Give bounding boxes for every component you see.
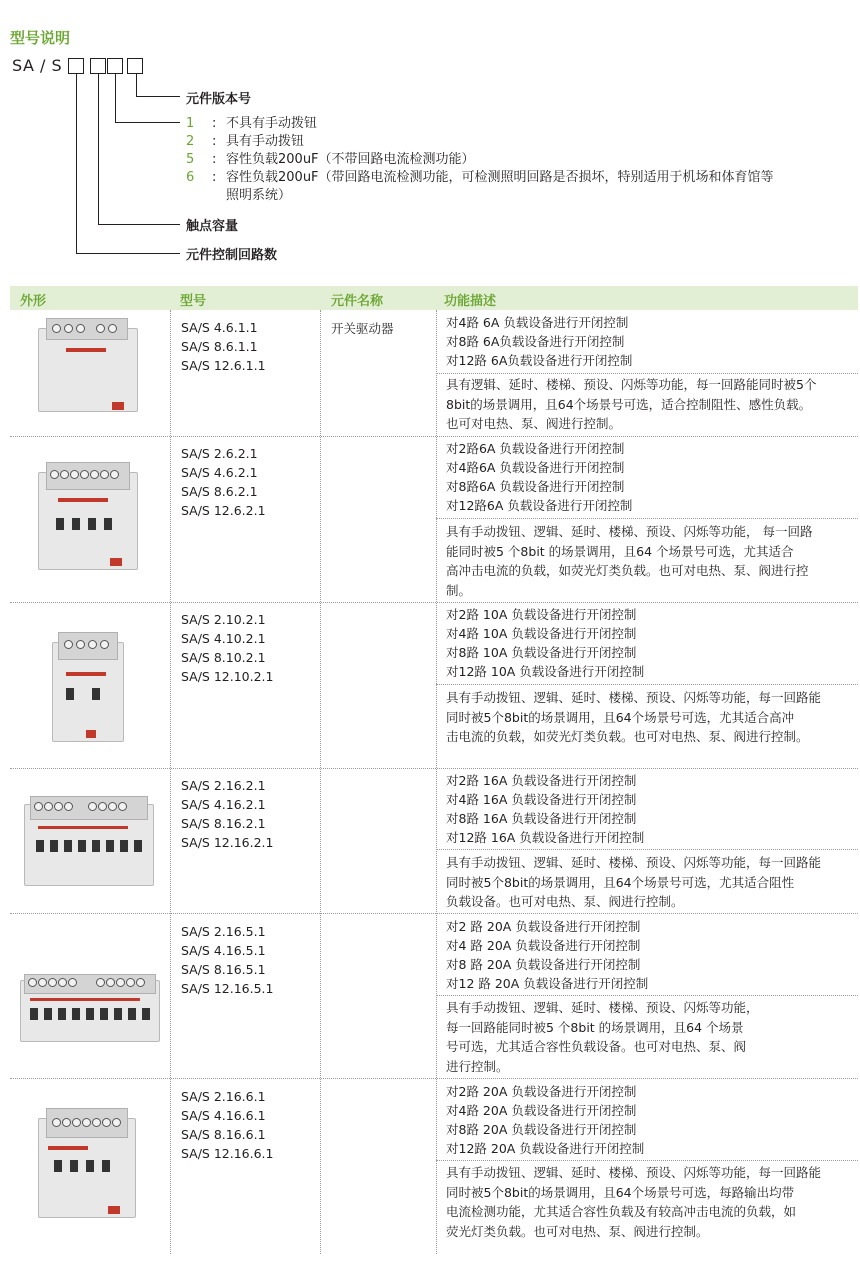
- description-line: 对12路 16A 负载设备进行开闭控制: [446, 830, 645, 845]
- cell-divider: [436, 373, 858, 374]
- description-line: 对8路 20A 负载设备进行开闭控制: [446, 1122, 637, 1137]
- description-line: 对4路 20A 负载设备进行开闭控制: [446, 1103, 637, 1118]
- model-number: SA/S 4.6.1.1: [181, 320, 258, 335]
- row-divider: [10, 436, 858, 437]
- model-number: SA/S 12.16.5.1: [181, 981, 274, 996]
- description-line: 对12路 20A 负载设备进行开闭控制: [446, 1141, 645, 1156]
- connector-line: [76, 253, 180, 254]
- description-line: 具有逻辑、延时、楼梯、预设、闪烁等功能，每一回路能同时被5个: [446, 377, 817, 392]
- description-line: 对8 路 20A 负载设备进行开闭控制: [446, 957, 641, 972]
- description-line: 对8路 16A 负载设备进行开闭控制: [446, 811, 637, 826]
- device-image: [38, 1108, 136, 1220]
- code-box-option: [107, 58, 123, 74]
- option-number: 5: [186, 152, 195, 167]
- description-line: 8bit的场景调用，且64个场景号可选，适合控制阻性、感性负载。: [446, 396, 812, 412]
- model-list: [181, 444, 266, 520]
- description-line: 对2路 20A 负载设备进行开闭控制: [446, 1084, 637, 1099]
- cell-divider: [436, 518, 858, 519]
- model-number: SA/S 8.16.6.1: [181, 1127, 266, 1142]
- description-line: 具有手动拨钮、逻辑、延时、楼梯、预设、闪烁等功能，每一回路能: [446, 690, 822, 705]
- model-list: [181, 610, 273, 686]
- column-divider: [170, 310, 171, 1254]
- description-line: 同时被5个8bit的场景调用，且64个场景号可选，尤其适合高冲: [446, 709, 795, 725]
- model-number: SA/S 12.6.1.1: [181, 358, 266, 373]
- feature-description: [446, 375, 854, 434]
- row-divider: [10, 1078, 858, 1079]
- device-image: [38, 462, 138, 574]
- description-line: 具有手动拨钮、逻辑、延时、楼梯、预设、闪烁等功能，每一回路能: [446, 855, 822, 870]
- version-label: 元件版本号: [186, 92, 252, 107]
- feature-description: [446, 853, 854, 912]
- model-number: SA/S 2.16.5.1: [181, 924, 266, 939]
- control-description: [446, 313, 854, 370]
- cell-divider: [436, 1160, 858, 1161]
- contact-label: 触点容量: [186, 219, 239, 234]
- option-number: 6: [186, 170, 195, 185]
- option-number: 1: [186, 116, 195, 131]
- description-line: 也可对电热、泵、阀进行控制。: [446, 416, 622, 431]
- description-line: 同时被5个8bit的场景调用，且64个场景号可选，每路输出均带: [446, 1184, 795, 1200]
- description-line: 对8路 10A 负载设备进行开闭控制: [446, 645, 637, 660]
- description-line: 对4路 10A 负载设备进行开闭控制: [446, 626, 637, 641]
- cell-divider: [436, 684, 858, 685]
- control-description: [446, 605, 854, 681]
- model-number: SA/S 12.6.2.1: [181, 503, 266, 518]
- description-line: 对4路 6A 负载设备进行开闭控制: [446, 315, 629, 330]
- option-6: 6 : 容性负载200uF（带回路电流检测功能，可检测照明回路是否损坏，特别适用于机场和体育馆等 照明系统）: [186, 169, 860, 205]
- model-number: SA/S 2.16.6.1: [181, 1089, 266, 1104]
- option-1: 1 : 不具有手动拨钮: [186, 116, 318, 131]
- description-line: 高冲击电流的负载，如荧光灯类负载。也可对电热、泵、阀进行控: [446, 563, 809, 578]
- connector-line: [136, 74, 137, 96]
- code-box-contact: [90, 58, 106, 74]
- description-line: 对2路 10A 负载设备进行开闭控制: [446, 607, 637, 622]
- model-number: SA/S 4.16.5.1: [181, 943, 266, 958]
- option-text: 容性负载200uF（不带回路电流检测功能）: [226, 152, 475, 167]
- model-number: SA/S 12.16.6.1: [181, 1146, 274, 1161]
- column-header: 功能描述: [444, 294, 497, 309]
- cell-divider: [436, 995, 858, 996]
- model-number: SA/S 4.16.6.1: [181, 1108, 266, 1123]
- code-box-version: [127, 58, 143, 74]
- description-line: 对2路 16A 负载设备进行开闭控制: [446, 773, 637, 788]
- description-line: 对12路6A 负载设备进行开闭控制: [446, 498, 633, 513]
- circuits-label: 元件控制回路数: [186, 248, 278, 263]
- description-line: 号可选，尤其适合容性负载设备。也可对电热、泵、阀: [446, 1039, 747, 1054]
- model-number: SA/S 8.16.5.1: [181, 962, 266, 977]
- model-number: SA/S 2.10.2.1: [181, 612, 266, 627]
- feature-description: [446, 998, 854, 1076]
- row-divider: [10, 913, 858, 914]
- column-header: 型号: [180, 294, 207, 309]
- description-line: 每一回路能同时被5 个8bit 的场景调用，且64 个场景: [446, 1019, 744, 1035]
- option-number: 2: [186, 134, 195, 149]
- model-number: SA/S 8.6.2.1: [181, 484, 258, 499]
- description-line: 对12 路 20A 负载设备进行开闭控制: [446, 976, 649, 991]
- model-number: SA/S 4.6.2.1: [181, 465, 258, 480]
- connector-line: [98, 74, 99, 224]
- model-number: SA/S 8.6.1.1: [181, 339, 258, 354]
- description-line: 具有手动拨钮、逻辑、延时、楼梯、预设、闪烁等功能，每一回路能: [446, 1165, 822, 1180]
- description-line: 负载设备。也可对电热、泵、阀进行控制。: [446, 894, 684, 909]
- model-list: [181, 776, 273, 852]
- feature-description: [446, 688, 854, 747]
- model-number: SA/S 8.16.2.1: [181, 816, 266, 831]
- model-number: SA/S 12.10.2.1: [181, 669, 274, 684]
- description-line: 具有手动拨钮、逻辑、延时、楼梯、预设、闪烁等功能，: [446, 1000, 759, 1015]
- control-description: [446, 771, 854, 847]
- option-text: 不具有手动拨钮: [226, 116, 318, 131]
- description-line: 对4路 16A 负载设备进行开闭控制: [446, 792, 637, 807]
- control-description: [446, 1082, 854, 1158]
- description-line: 电流检测功能，尤其适合容性负载及有较高冲击电流的负载，如: [446, 1204, 797, 1219]
- model-list: [181, 1087, 273, 1163]
- description-line: 对12路 6A负载设备进行开闭控制: [446, 353, 633, 368]
- feature-description: [446, 1163, 854, 1241]
- connector-line: [115, 74, 116, 122]
- component-name: 开关驱动器: [331, 321, 394, 336]
- device-image: [24, 796, 154, 888]
- model-number: SA/S 2.16.2.1: [181, 778, 266, 793]
- row-divider: [10, 768, 858, 769]
- description-line: 能同时被5 个8bit 的场景调用，且64 个场景号可选，尤其适合: [446, 543, 794, 559]
- option-2: 2 : 具有手动拨钮: [186, 134, 305, 149]
- description-line: 制。: [446, 582, 472, 598]
- option-text: 容性负载200uF（带回路电流检测功能，可检测照明回路是否损坏，特别适用于机场和体育馆等: [226, 170, 774, 185]
- model-number: SA/S 8.10.2.1: [181, 650, 266, 665]
- description-line: 具有手动拨钮、逻辑、延时、楼梯、预设、闪烁等功能， 每一回路: [446, 524, 813, 539]
- description-line: 进行控制。: [446, 1058, 509, 1074]
- connector-line: [115, 122, 180, 123]
- description-line: 荧光灯类负载。也可对电热、泵、阀进行控制。: [446, 1223, 709, 1239]
- column-divider: [320, 310, 321, 1254]
- column-header: 外形: [20, 294, 47, 309]
- description-line: 同时被5个8bit的场景调用，且64个场景号可选，尤其适合阻性: [446, 874, 795, 890]
- description-line: 对4路6A 负载设备进行开闭控制: [446, 460, 625, 475]
- code-box-circuits: [68, 58, 84, 74]
- description-line: 对2路6A 负载设备进行开闭控制: [446, 441, 625, 456]
- feature-description: [446, 522, 854, 600]
- model-number: SA/S 12.16.2.1: [181, 835, 274, 850]
- description-line: 对8路 6A负载设备进行开闭控制: [446, 334, 625, 349]
- device-image: [38, 318, 138, 418]
- device-image: [52, 632, 124, 744]
- model-number: SA/S 4.16.2.1: [181, 797, 266, 812]
- description-line: 对2 路 20A 负载设备进行开闭控制: [446, 919, 641, 934]
- description-line: 击电流的负载，如荧光灯类负载。也可对电热、泵、阀进行控制。: [446, 729, 809, 744]
- table-header: [10, 286, 858, 310]
- cell-divider: [436, 849, 858, 850]
- model-number: SA/S 2.6.2.1: [181, 446, 258, 461]
- option-text-cont: 照明系统）: [226, 188, 292, 203]
- connector-line: [76, 74, 77, 253]
- model-number: SA/S 4.10.2.1: [181, 631, 266, 646]
- device-image: [20, 974, 160, 1044]
- column-header: 元件名称: [331, 294, 384, 309]
- control-description: [446, 917, 854, 993]
- model-list: [181, 318, 266, 375]
- description-line: 对12路 10A 负载设备进行开闭控制: [446, 664, 645, 679]
- connector-line: [98, 224, 180, 225]
- description-line: 对4 路 20A 负载设备进行开闭控制: [446, 938, 641, 953]
- model-list: [181, 922, 273, 998]
- description-line: 对8路6A 负载设备进行开闭控制: [446, 479, 625, 494]
- column-divider: [436, 310, 437, 1254]
- row-divider: [10, 602, 858, 603]
- connector-line: [136, 96, 180, 97]
- control-description: [446, 439, 854, 515]
- option-text: 具有手动拨钮: [226, 134, 305, 149]
- option-5: 5 : 容性负载200uF（不带回路电流检测功能）: [186, 152, 475, 167]
- model-prefix: SA / S: [12, 56, 63, 75]
- page-title: 型号说明: [10, 29, 71, 47]
